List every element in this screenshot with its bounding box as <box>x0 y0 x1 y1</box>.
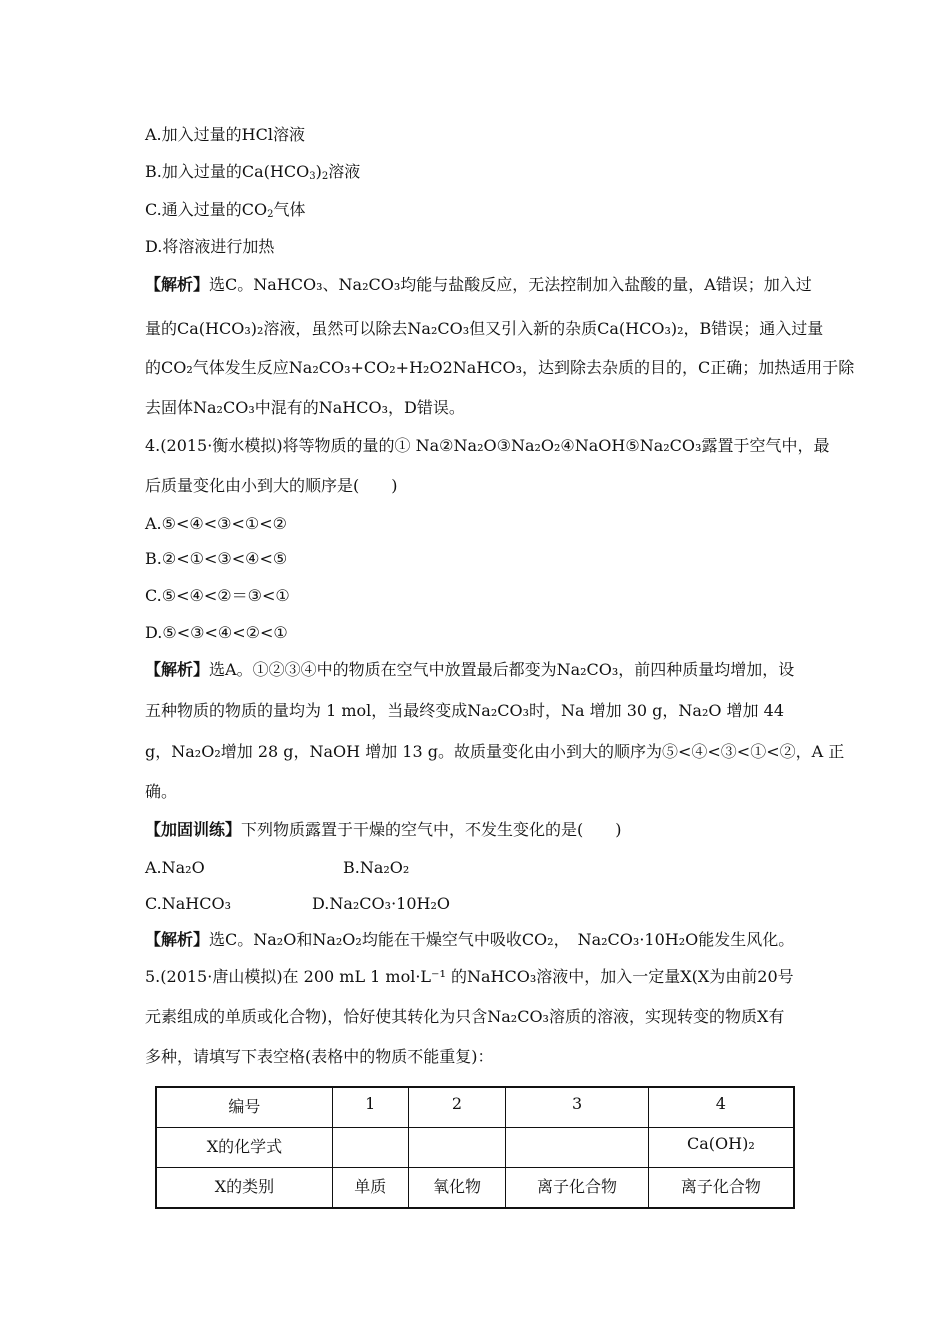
table-cell: 单质 <box>332 1168 408 1209</box>
table-cell: X的类别 <box>156 1168 332 1209</box>
table-row-formula <box>156 1128 794 1168</box>
q3-analysis-line-3: 的CO₂气体发生反应Na₂CO₃+CO₂+H₂O2NaHCO₃，达到除去杂质的目的，C正确；加热适用于除 <box>145 358 855 377</box>
table-cell: 离子化合物 <box>506 1168 648 1209</box>
q3-analysis-line-4: 去固体Na₂CO₃中混有的NaHCO₃，D错误。 <box>145 398 465 417</box>
table-cell-blank[interactable] <box>506 1128 648 1168</box>
reinforce-question: 【加固训练】下列物质露置于干燥的空气中，不发生变化的是( ) <box>145 820 622 839</box>
q4-stem-line-1: 4.(2015·衡水模拟)将等物质的量的① Na②Na₂O③Na₂O₂④NaOH⑤Na₂CO₃露置于空气中，最 <box>145 436 830 455</box>
q3-option-a: A.加入过量的HCl溶液 <box>145 125 305 144</box>
table-cell: 4 <box>648 1087 794 1128</box>
answer-table <box>155 1086 795 1209</box>
table-cell: 2 <box>408 1087 506 1128</box>
q4-option-c: C.⑤<④<②＝③<① <box>145 586 290 605</box>
table-cell: 1 <box>332 1087 408 1128</box>
q5-stem-line-2: 元素组成的单质或化合物)，恰好使其转化为只含Na₂CO₃溶质的溶液，实现转变的物质X有 <box>145 1007 785 1026</box>
q4-option-b: B.②<①<③<④<⑤ <box>145 549 288 568</box>
q4-stem-line-2: 后质量变化由小到大的顺序是( ) <box>145 476 398 495</box>
q5-stem-line-1: 5.(2015·唐山模拟)在 200 mL 1 mol·L⁻¹ 的NaHCO₃溶液中，加入一定量X(X为由前20号 <box>145 967 794 986</box>
reinforce-analysis: 【解析】选C。Na₂O和Na₂O₂均能在干燥空气中吸收CO₂， Na₂CO₃·10H₂O能发生风化。 <box>145 930 795 949</box>
q3-option-b: B.加入过量的$Ca(HCO_3)_2$溶液 <box>145 162 361 182</box>
q4-analysis-line-3: g，Na₂O₂增加 28 g，NaOH 增加 13 g。故质量变化由小到大的顺序为⑤<④<③<①<②，A 正 <box>145 742 845 761</box>
q4-option-a: A.⑤<④<③<①<② <box>145 514 287 533</box>
reinforce-option-b: B.Na₂O₂ <box>343 858 410 877</box>
table-cell-blank[interactable] <box>332 1128 408 1168</box>
table-cell-blank[interactable] <box>408 1128 506 1168</box>
q3-analysis-line-2: 量的Ca(HCO₃)₂溶液，虽然可以除去Na₂CO₃但又引入新的杂质Ca(HCO₃)₂，B错误；通入过量 <box>145 319 824 338</box>
q5-stem-line-3: 多种，请填写下表空格(表格中的物质不能重复)： <box>145 1047 494 1066</box>
table-cell: Ca(OH)₂ <box>648 1128 794 1168</box>
table-row-type <box>156 1168 794 1209</box>
reinforce-option-d: D.Na₂CO₃·10H₂O <box>312 894 450 913</box>
table-cell: X的化学式 <box>156 1128 332 1168</box>
q4-analysis-line-1: 【解析】选A。①②③④中的物质在空气中放置最后都变为Na₂CO₃，前四种质量均增加，设 <box>145 660 795 679</box>
q3-option-c: C.通入过量的$CO_2$气体 <box>145 200 306 220</box>
table-cell: 编号 <box>156 1087 332 1128</box>
q3-analysis-line-1: 【解析】选C。NaHCO₃、Na₂CO₃均能与盐酸反应，无法控制加入盐酸的量，A错误；加入过 <box>145 275 812 294</box>
q3-option-d: D.将溶液进行加热 <box>145 237 275 256</box>
table-cell: 氧化物 <box>408 1168 506 1209</box>
reinforce-option-c: C.NaHCO₃ <box>145 894 232 913</box>
q4-option-d: D.⑤<③<④<②<① <box>145 623 288 642</box>
table-cell: 离子化合物 <box>648 1168 794 1209</box>
table-cell: 3 <box>506 1087 648 1128</box>
table-header-row <box>156 1087 794 1128</box>
q4-analysis-line-4: 确。 <box>145 782 178 801</box>
reinforce-option-a: A.Na₂O <box>145 858 205 877</box>
q4-analysis-line-2: 五种物质的物质的量均为 1 mol，当最终变成Na₂CO₃时，Na 增加 30 g，Na₂O 增加 44 <box>145 701 785 720</box>
